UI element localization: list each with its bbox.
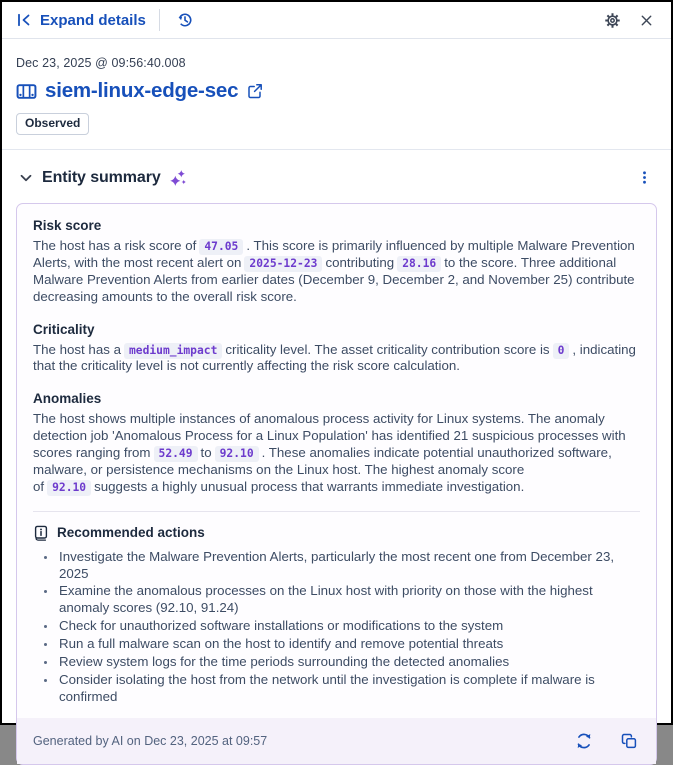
close-flyout-button[interactable] (636, 10, 657, 31)
recommended-action-item: • Check for unauthorized software installations or modifications to the system (57, 618, 640, 635)
risk-score-heading: Risk score (33, 218, 102, 233)
entity-summary-title: Entity summary (42, 168, 161, 186)
inline-code: 92.10 (47, 480, 91, 496)
inline-code: 28.16 (397, 256, 441, 272)
recommended-actions-heading: Recommended actions (57, 525, 205, 541)
collapse-summary-button[interactable] (16, 168, 36, 188)
expand-details-button[interactable] (14, 8, 148, 33)
host-storage-icon (16, 81, 37, 102)
inline-code: 52.49 (154, 446, 198, 462)
inline-code: 0 (553, 343, 570, 359)
entity-name-link[interactable]: siem-linux-edge-sec (45, 79, 239, 102)
criticality-text: The host has a medium_impact criticality level. The asset criticality contribution score is 0 , indicating that the criticality level is not currently affecting the risk score calculation. (33, 341, 636, 374)
recommended-action-item: • Investigate the Malware Prevention Alerts, particularly the most recent one from December 23, 2025 (57, 549, 640, 583)
criticality-section (33, 322, 640, 376)
ai-sparkles-icon (168, 169, 186, 187)
observed-badge: Observed (16, 113, 89, 135)
entity-summary-panel (16, 203, 657, 765)
report-icon (33, 525, 49, 541)
copy-icon (621, 733, 637, 749)
summary-panel-footer (17, 718, 656, 764)
risk-score-text: The host has a risk score of 47.05 . This score is primarily influenced by multiple Malware Prevention Alerts, with the most recent alert on 2025-12-23 contributing 28.16 to the score. Three additional Malware Prevention Alerts from earlier dates (December 9, December 2, and November 25) contribute decreasing amounts to the overall risk score. (33, 238, 635, 304)
summary-menu-button[interactable] (632, 167, 657, 188)
recommended-actions-list (33, 549, 640, 706)
recommended-actions-header (33, 525, 640, 541)
inline-code: 2025-12-23 (244, 256, 322, 272)
recommended-action-item: • Review system logs for the time periods surrounding the detected anomalies (57, 654, 640, 671)
refresh-icon (575, 732, 593, 750)
inline-code: medium_impact (124, 343, 222, 359)
inline-code: 47.05 (199, 239, 243, 255)
external-link-icon (247, 83, 263, 99)
close-icon (639, 13, 654, 28)
criticality-heading: Criticality (33, 321, 95, 337)
event-timestamp: Dec 23, 2025 @ 09:56:40.008 (16, 56, 186, 70)
recommended-action-item: • Examine the anomalous processes on the Linux host with priority on those with the highest anomaly scores (92.10, 91.24) (57, 583, 640, 617)
generated-by-note: Generated by AI on Dec 23, 2025 at 09:57 (33, 733, 268, 748)
anomalies-heading: Anomalies (33, 391, 102, 407)
chevron-down-icon (18, 170, 34, 186)
inline-code: 92.10 (215, 446, 259, 462)
history-clock-icon (176, 11, 194, 29)
anomalies-text: The host shows multiple instances of anomalous process activity for Linux systems. The anomaly detection job 'Anomalous Process for a Linux Population' has identified 21 suspicious processes with scores ranging from 52.49 to 92.10 . These anomalies indicate potential unauthorized software, malware, or persistence mechanisms on the Linux host. The highest anomaly score of 92.10 suggests a highly unusual process that warrants immediate investigation. (33, 411, 626, 494)
gear-icon (604, 12, 621, 29)
recommended-action-item: • Consider isolating the host from the network until the investigation is complete if malware is confirmed (57, 672, 640, 706)
history-button[interactable] (173, 8, 197, 32)
recommended-action-item: • Run a full malware scan on the host to identify and remove potential threats (57, 636, 640, 653)
anomalies-section (33, 391, 640, 495)
section-divider (2, 149, 671, 150)
regenerate-button[interactable] (572, 729, 596, 753)
panel-divider (33, 511, 640, 512)
copy-button[interactable] (618, 730, 640, 752)
expand-details-label: Expand details (40, 11, 146, 29)
risk-score-section (33, 218, 640, 306)
dots-vertical-icon (637, 170, 652, 185)
open-entity-button[interactable] (246, 82, 264, 100)
flyout-topbar (2, 2, 671, 39)
collapse-left-icon (16, 12, 32, 28)
settings-button[interactable] (601, 9, 624, 32)
topbar-divider (159, 9, 160, 31)
